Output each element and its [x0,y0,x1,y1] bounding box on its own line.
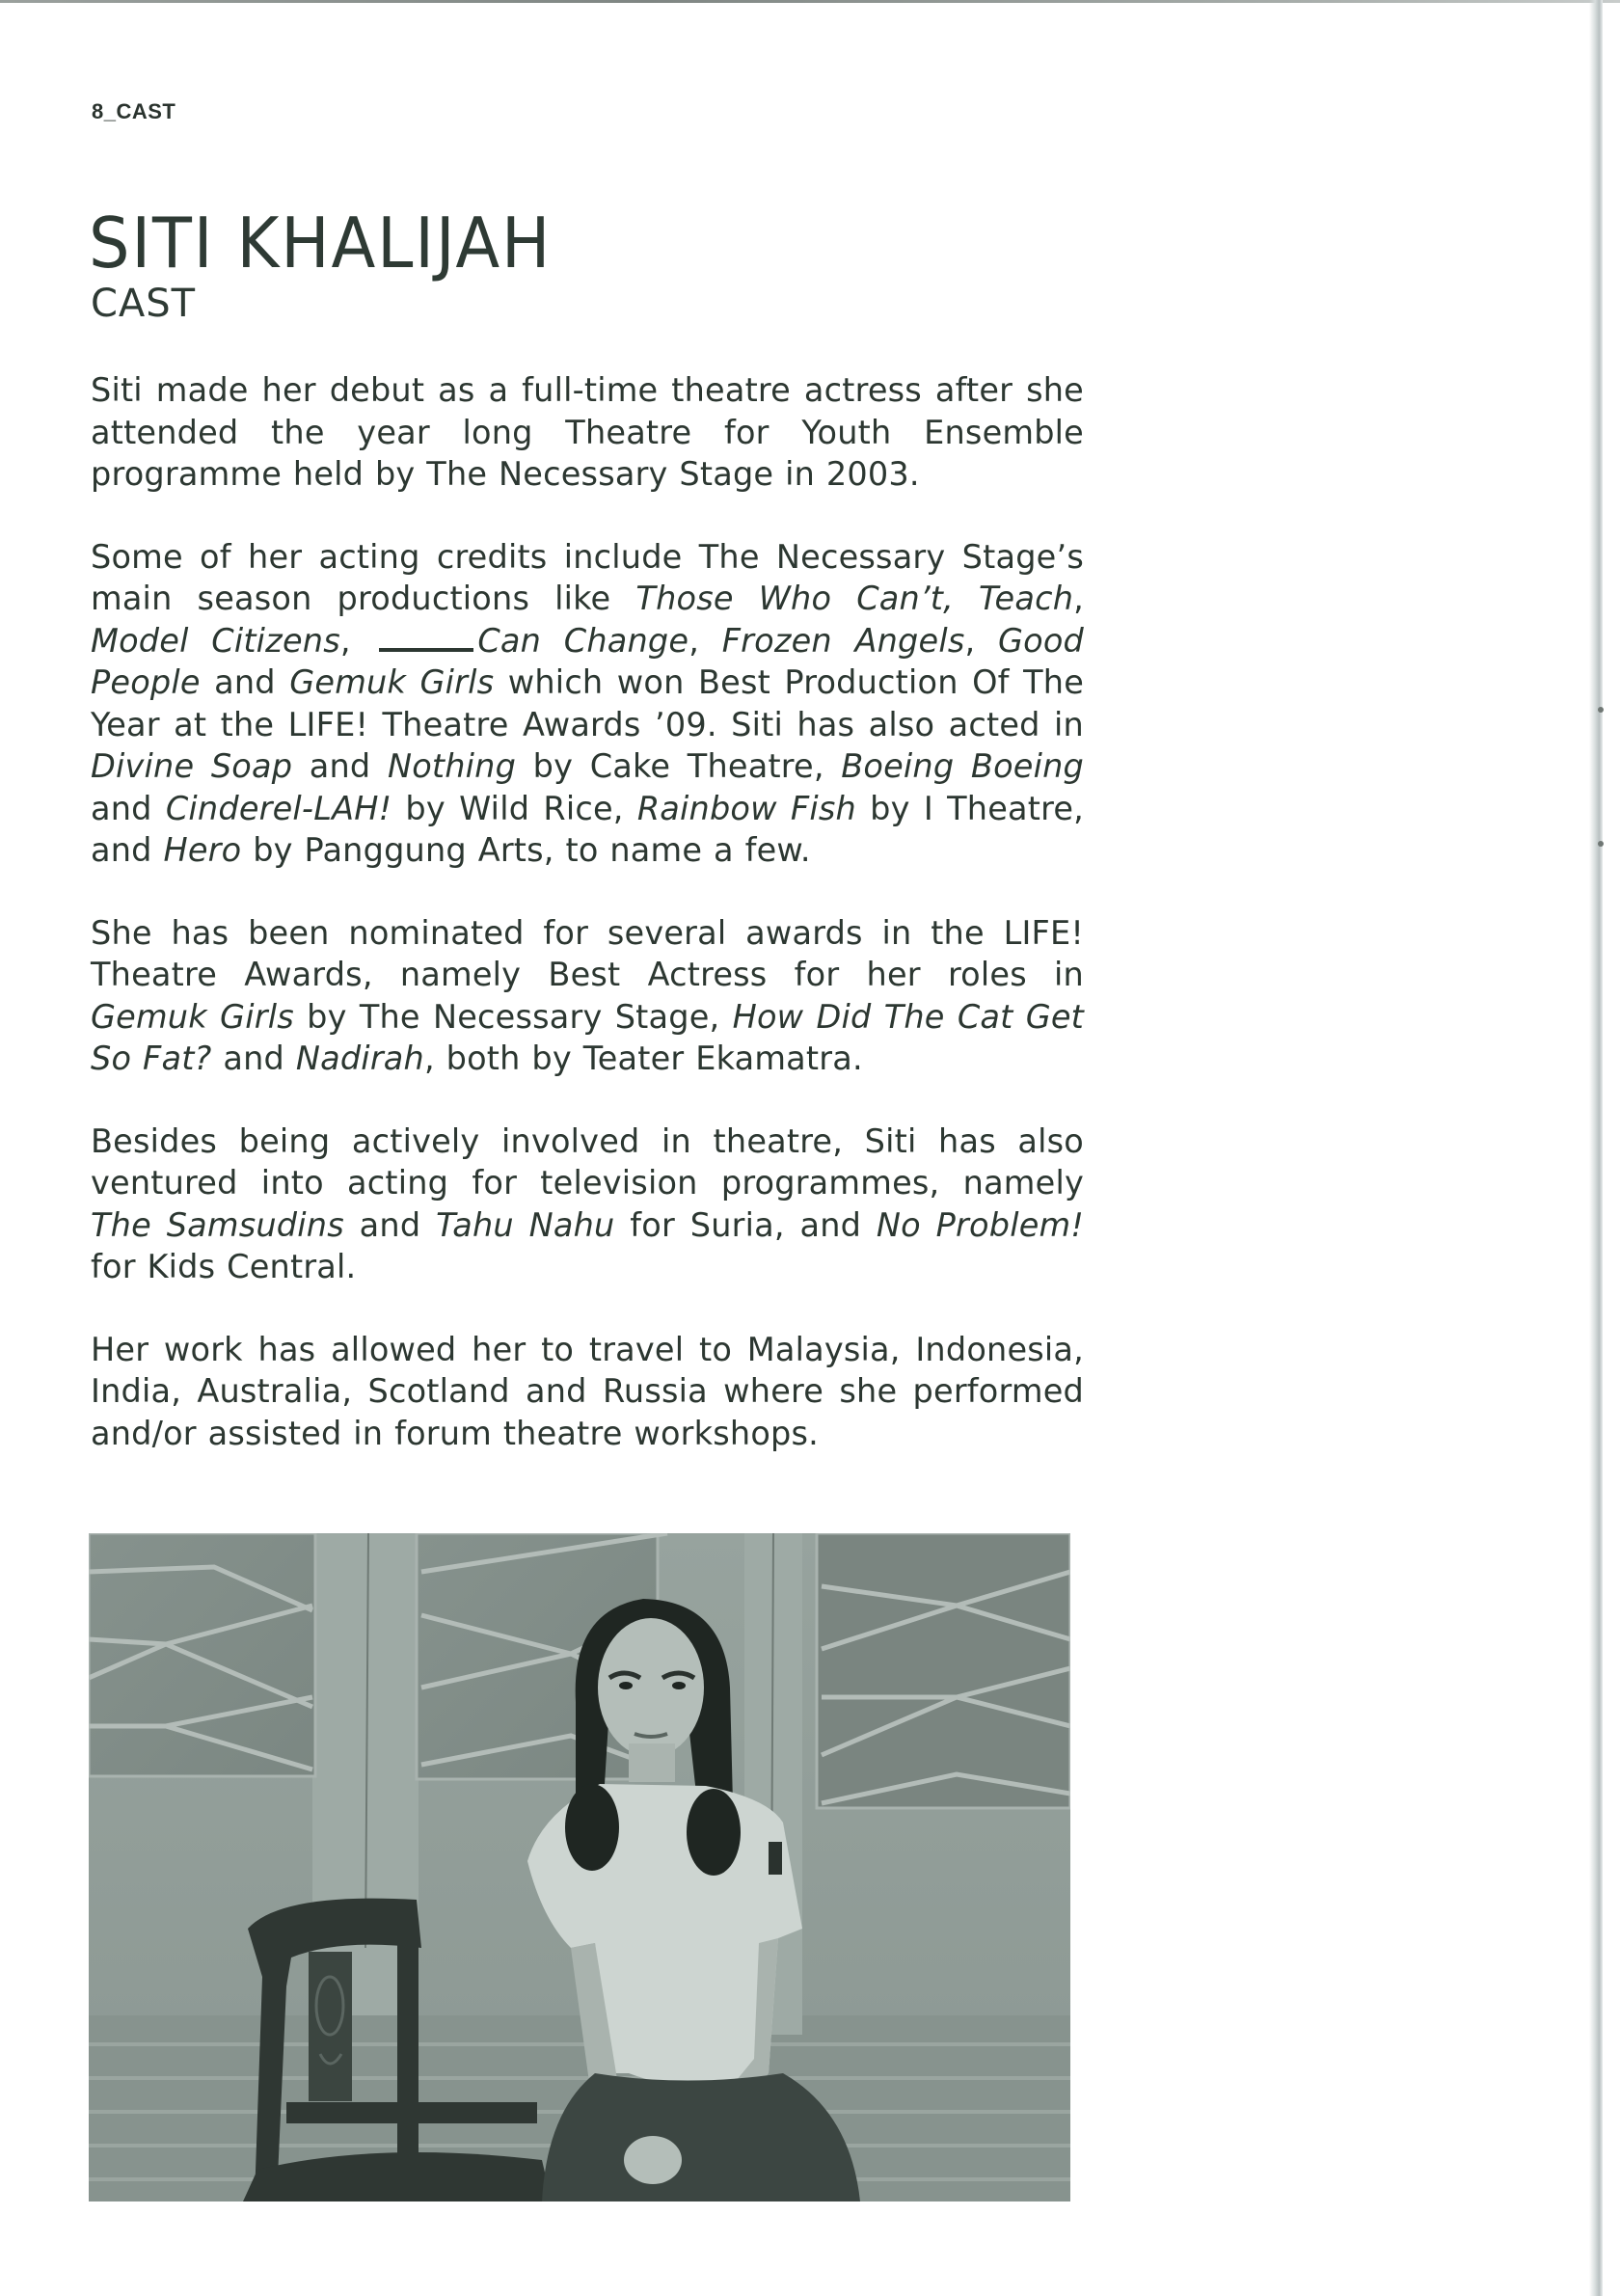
production-title: Boeing Boeing [841,747,1084,785]
production-title: Hero [163,831,242,869]
production-title: Gemuk Girls [91,997,294,1036]
bio-paragraph [91,1121,1084,1288]
bio-text: and [211,1040,296,1077]
bio-paragraph: Siti made her debut as a full-time theatre actress after she attended the year long Theatre for Youth Ensemble programme held by The Necessary Stage in 2003. [91,371,1084,493]
bio-text: and [200,663,290,701]
bio-text: and [91,789,166,827]
scan-top-border [0,0,1620,3]
bio-text: for Kids Central. [91,1248,357,1285]
bio-text: by Panggung Arts, to name a few. [241,831,811,869]
running-head: 8_CAST [92,99,176,123]
bio-text: by Wild Rice, [392,789,637,827]
cast-member-name: SITI KHALIJAH [89,203,553,284]
bio-text: which won Best Production Of The Year at the LIFE! Theatre Awards ’09. Siti has also acted in [91,663,1085,743]
bio-text: and [343,1205,437,1244]
programme-title: The Samsudins [91,1205,344,1244]
bio-text: , [339,621,374,660]
biography [91,369,1084,1495]
bio-paragraph [91,912,1084,1080]
staple-mark [1598,707,1604,713]
bio-text: by I Theatre, and [91,789,1084,869]
production-title: Divine Soap [91,747,293,785]
redacted-blank [379,648,473,652]
bio-text: Some of her acting credits include The Necessary Stage’s main season productions like [91,537,1084,617]
wall-switch [769,1842,782,1875]
production-title: Cinderel-LAH! [165,789,392,827]
portrait-photo [89,1533,1070,2201]
bio-text: Besides being actively involved in theatre, Siti has also ventured into acting for television programmes, namely [91,1121,1084,1202]
production-title: Frozen Angels [721,621,965,660]
portrait-illustration [89,1533,1070,2201]
bio-text: by Cake Theatre, [516,747,842,785]
production-title: Can Change [477,621,689,660]
bio-text: , both by Teater Ekamatra. [423,1040,863,1077]
page-edge-shadow [1589,0,1603,2296]
production-title: Those Who Can’t, Teach [635,580,1074,617]
programme-title: No Problem! [876,1205,1084,1244]
bio-text: , [1073,580,1084,617]
production-title: How Did The Cat Get So Fat? [91,997,1085,1077]
bio-text: , [964,621,998,660]
bio-text: She has been nominated for several awards in the LIFE! Theatre Awards, namely Best Actress for her roles in [91,913,1084,993]
production-title: Gemuk Girls [289,663,495,701]
bio-paragraph [91,536,1084,872]
window-panel-right [817,1533,1070,1808]
bio-text: , [688,621,722,660]
production-title: Model Citizens [91,621,340,660]
bio-paragraph: Her work has allowed her to travel to Malaysia, Indonesia, India, Australia, Scotland and Russia where she performed and/or assisted in forum theatre workshops. [91,1330,1084,1452]
production-title: Good People [91,621,1085,701]
staple-mark [1598,841,1604,847]
production-title: Rainbow Fish [636,789,856,827]
production-title: Nothing [387,747,517,785]
production-title: Nadirah [295,1040,424,1077]
bio-text: by The Necessary Stage, [293,997,733,1036]
bio-text: for Suria, and [614,1205,877,1244]
bio-text: and [292,747,388,785]
programme-title: Tahu Nahu [436,1205,615,1244]
cast-member-role: CAST [91,282,197,326]
